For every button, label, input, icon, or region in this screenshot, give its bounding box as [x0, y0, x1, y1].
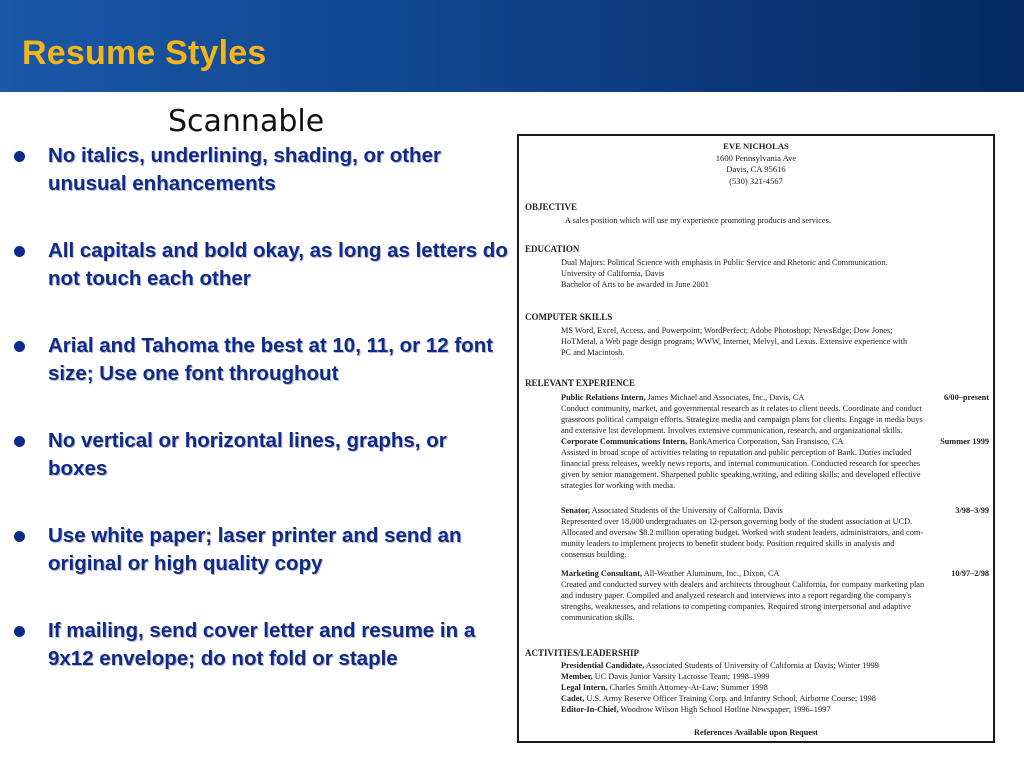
bullet-dot-icon — [14, 151, 25, 162]
resume-line: grassroots political campaign efforts. Strategize media and campaign plans for clients. Engage in media buys — [561, 415, 923, 424]
bullet-text: Use white paper; laser printer and send an original or high quality copy — [48, 524, 462, 575]
activity-item — [561, 671, 879, 682]
activity-title: Legal Intern, — [561, 683, 608, 692]
activity-text: Associated Students of University of California at Davis; Winter 1999 — [644, 661, 879, 670]
resume-objective-heading: OBJECTIVE — [525, 202, 578, 212]
resume-line: financial press releases, weekly news reports, and internal communication. Conducted research for speeches — [561, 459, 921, 468]
bullet-item — [14, 142, 509, 198]
resume-job — [561, 392, 989, 436]
job-date: 3/98–3/99 — [955, 506, 989, 515]
resume-line: Conduct community, market, and governmental research as it relates to client needs. Coordinate and conduct — [561, 404, 922, 413]
resume-address-line: 1600 Pennsylvania Ave — [715, 152, 797, 163]
resume-activities — [561, 660, 879, 715]
activity-text: Charles Smith Attorney-At-Law; Summer 1998 — [607, 683, 768, 692]
resume-line: and extensive list development. Involves extensive communication, research, and organizational skills. — [561, 426, 903, 435]
resume-objective-text: A sales position which will use my experience promoting products and services. — [565, 216, 831, 225]
bullet-item — [14, 237, 509, 293]
bullet-item — [14, 617, 509, 673]
resume-skills-lines — [561, 325, 907, 358]
resume-header — [519, 141, 993, 187]
resume-name: EVE NICHOLAS — [723, 141, 789, 151]
resume-phone: (530) 321-4567 — [729, 175, 783, 186]
resume-line: strengths, weaknesses, and relations to competing companies. Required strong interpersonal and adaptive — [561, 602, 911, 611]
resume-line: PC and Macintosh. — [561, 348, 625, 357]
resume-line: Created and conducted survey with dealers and architects throughout California, for company marketing plan — [561, 580, 925, 589]
resume-line: Dual Majors: Political Science with emphasis in Public Service and Rhetoric and Communication. — [561, 258, 888, 267]
job-title: Public Relations Intern, — [561, 393, 646, 402]
resume-line: Allocated and oversaw $8.2 million operating budget. Worked with student leaders, administrators, and com- — [561, 528, 924, 537]
resume-line: HoTMetal, a Web page design program; WWW, Internet, Melvyl, and Lexus. Extensive experience with — [561, 337, 908, 346]
activity-title: Member, — [561, 672, 593, 681]
activity-title: Cadet, — [561, 694, 585, 703]
resume-line: strategies for working with media. — [561, 481, 676, 490]
slide-title: Resume Styles — [22, 34, 267, 72]
activity-item — [561, 660, 879, 671]
resume-education-heading: EDUCATION — [525, 244, 580, 254]
resume-sample — [517, 134, 995, 743]
job-org: James Michael and Associates, Inc., Davis, CA — [645, 393, 805, 402]
resume-line: given by senior management. Sharpened public speaking,writing, and editing skills; and developed effective — [561, 470, 921, 479]
bullet-dot-icon — [14, 246, 25, 257]
resume-education-lines — [561, 257, 888, 290]
activity-item — [561, 704, 879, 715]
bullet-text: All capitals and bold okay, as long as letters do not touch each other — [48, 239, 508, 290]
resume-references: References Available upon Request — [694, 728, 818, 737]
resume-line: consensus building. — [561, 550, 627, 559]
bullet-text: If mailing, send cover letter and resume in a 9x12 envelope; do not fold or staple — [48, 619, 476, 670]
bullet-dot-icon — [14, 531, 25, 542]
resume-line: University of California, Davis — [561, 269, 665, 278]
bullet-dot-icon — [14, 341, 25, 352]
job-title: Marketing Consultant, — [561, 569, 643, 578]
activity-text: Woodrow Wilson High School Hotline Newspaper; 1996–1997 — [618, 705, 831, 714]
resume-line: and industry paper. Compiled and analyzed research and interviews into a report regarding the company's — [561, 591, 912, 600]
resume-line: MS Word, Excel, Access, and Powerpoint; WordPerfect; Adobe Photoshop; NewsEdge; Dow Jones; — [561, 326, 893, 335]
bullet-item — [14, 332, 509, 388]
job-title: Corporate Communications Intern, — [561, 437, 688, 446]
activity-item — [561, 682, 879, 693]
resume-line: munity leaders to implement projects to benefit student body. Position required skills in analysis and — [561, 539, 895, 548]
slide-subtitle: Scannable — [168, 104, 325, 139]
activity-text: UC Davis Junior Varsity Lacrosse Team; 1998–1999 — [592, 672, 770, 681]
bullet-dot-icon — [14, 626, 25, 637]
bullet-text: No italics, underlining, shading, or other unusual enhancements — [48, 144, 441, 195]
job-org: Associated Students of the University of Calfornia, Davis — [589, 506, 783, 515]
activity-item — [561, 693, 879, 704]
resume-job — [561, 505, 989, 560]
activity-title: Editor-In-Chief, — [561, 705, 619, 714]
resume-skills-heading: COMPUTER SKILLS — [525, 312, 613, 322]
resume-line: communication skills. — [561, 613, 635, 622]
resume-job — [561, 436, 989, 491]
bullet-text: No vertical or horizontal lines, graphs, or boxes — [48, 429, 447, 480]
bullet-dot-icon — [14, 436, 25, 447]
bullet-list — [14, 142, 509, 673]
resume-address-line: Davis, CA 95616 — [726, 164, 786, 174]
job-date: 10/97–2/98 — [951, 569, 989, 578]
job-org: BankAmerica Corporation, San Fransisco, CA — [687, 437, 844, 446]
job-title: Senator, — [561, 506, 590, 515]
resume-activities-heading: ACTIVITIES/LEADERSHIP — [525, 648, 640, 658]
bullet-text: Arial and Tahoma the best at 10, 11, or 12 font size; Use one font throughout — [48, 334, 494, 385]
bullet-item — [14, 427, 509, 483]
bullet-item — [14, 522, 509, 578]
job-org: All-Weather Aluminum, Inc., Dixon, CA — [642, 569, 780, 578]
activity-title: Presidential Candidate, — [561, 661, 645, 670]
title-bar — [0, 0, 1024, 92]
resume-line: Assisted in broad scope of activities relating to reputation and public perception of Bank. Duties included — [561, 448, 912, 457]
resume-experience-heading: RELEVANT EXPERIENCE — [525, 378, 635, 388]
resume-job — [561, 568, 989, 623]
activity-text: U.S. Army Reserve Officer Training Corp. and Infantry School, Airborne Course; 1998 — [584, 694, 876, 703]
resume-line: Bachelor of Arts to be awarded in June 2001 — [561, 280, 709, 289]
job-date: Summer 1999 — [940, 437, 989, 446]
job-date: 6/00–present — [943, 393, 989, 402]
resume-line: Represented over 18,000 undergraduates on 12-person governing body of the student association at UCD. — [561, 517, 913, 526]
